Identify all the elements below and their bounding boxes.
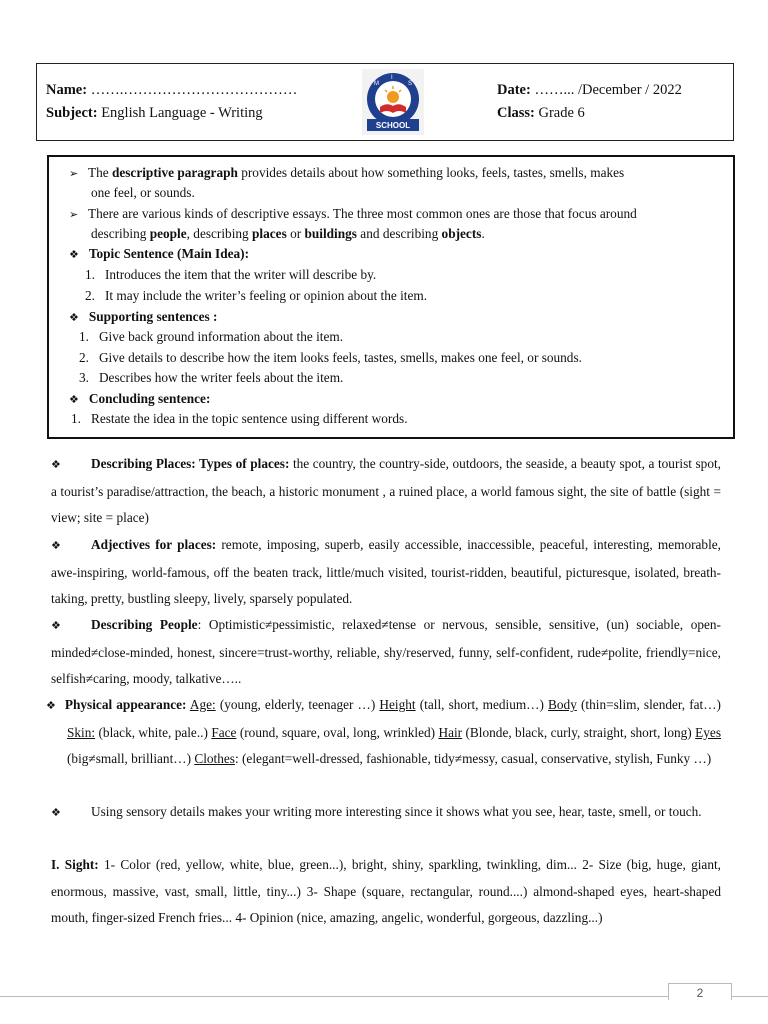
school-logo bbox=[362, 69, 424, 135]
diamond-bullet-icon: ❖ bbox=[51, 619, 61, 632]
page-number: 2 bbox=[668, 983, 732, 1000]
subject-label: Subject: bbox=[46, 105, 98, 121]
bullet-descriptive-1-cont: one feel, or sounds. bbox=[91, 185, 195, 200]
name-line bbox=[46, 82, 297, 99]
diamond-bullet-icon: ❖ bbox=[69, 311, 79, 324]
sight-paragraph bbox=[51, 852, 721, 932]
arrow-bullet-icon: ➢ bbox=[69, 167, 79, 180]
topic-item-2: 2. It may include the writer’s feeling or opinion about the item. bbox=[85, 288, 428, 303]
adjectives-heading: Adjectives for places: bbox=[91, 537, 217, 552]
support-heading: ❖ Supporting sentences : bbox=[69, 309, 218, 324]
logo-letter-i: I bbox=[391, 75, 393, 81]
definition-box bbox=[47, 155, 735, 439]
logo-text: SCHOOL bbox=[375, 121, 411, 130]
sensory-paragraph bbox=[51, 799, 721, 827]
physical-paragraph: ❖ Physical appearance: Age: (young, elderly, teenager …) Height (tall, short, medium…) Body (thin=slim, slender, fat…) Skin: (black, white, pale..) Face (round, square, oval, long, wrinkled) Hair (Blonde, black, curly, straight, short, long) Eyes (big≠small, brilliant…) Clothes: (elegant=well-dressed, fashionable, tidy≠messy, casual, conservative, stylish, Funky …) bbox=[46, 697, 721, 767]
sight-heading: I. Sight: bbox=[51, 857, 99, 872]
bullet-kinds-1: ➢ There are various kinds of descriptive essays. The three most common ones are those that focus around bbox=[69, 206, 637, 221]
people-text: : Optimistic≠pessimistic, relaxed≠tense or nervous, sensible, sensitive, (un) sociable, open-minded≠close-minded, honest, sincere=trust-worthy, reliable, shy/reserved, funny, self-confident, rude≠polite, friendly=nice, selfish≠caring, moody, talkative….. bbox=[51, 617, 721, 687]
class-line bbox=[497, 105, 585, 122]
diamond-bullet-icon: ❖ bbox=[69, 393, 79, 406]
subject-line bbox=[46, 105, 263, 122]
logo-letter-s: S bbox=[408, 81, 413, 87]
diamond-bullet-icon: ❖ bbox=[51, 539, 61, 552]
concl-heading: ❖ Concluding sentence: bbox=[69, 391, 211, 406]
subject-value: English Language - Writing bbox=[101, 105, 263, 121]
name-label: Name: bbox=[46, 82, 88, 98]
adjectives-paragraph bbox=[51, 532, 721, 613]
date-line bbox=[497, 82, 682, 99]
diamond-bullet-icon: ❖ bbox=[46, 699, 57, 712]
physical-heading: Physical appearance: bbox=[64, 697, 187, 712]
footer-divider bbox=[0, 996, 768, 997]
date-label: Date: bbox=[497, 82, 531, 98]
support-item-2: 2. Give details to describe how the item looks feels, tastes, smells, makes one feel, or sounds. bbox=[79, 350, 582, 365]
sight-text: 1- Color (red, yellow, white, blue, green...), bright, shiny, sparkling, twinkling, dim... 2- Size (big, huge, giant, enormous, massive, vast, small, little, tiny...) 3- Shape (square, rectangular, round....) almond-shaped eyes, heart-shaped mouth, finger-sized French fries... 4- Opinion (nice, amazing, angelic, wonderful, gorgeous, dazzling...) bbox=[51, 857, 721, 926]
adjectives-text: remote, imposing, superb, easily accessible, inaccessible, peaceful, interesting, memorable, awe-inspiring, world-famous, off the beaten track, little/much visited, tourist-ridden, beautiful, picturesque, isolated, breath-taking, pretty, bustling sleepy, lively, sparsely populated. bbox=[51, 537, 722, 607]
people-paragraph bbox=[51, 612, 721, 693]
header-box bbox=[36, 63, 734, 141]
topic-heading: ❖ Topic Sentence (Main Idea): bbox=[69, 246, 250, 261]
places-text: the country, the country-side, outdoors, the seaside, a beauty spot, a tourist spot, a tourist’s paradise/attraction, the beach, a historic monument , a ruined place, a world famous sight, the site of battle (sight = view; site = place) bbox=[51, 456, 721, 526]
diamond-bullet-icon: ❖ bbox=[69, 248, 79, 261]
places-heading: Describing Places: Types of places: bbox=[91, 456, 290, 471]
concl-item-1: 1. Restate the idea in the topic sentence using different words. bbox=[71, 411, 408, 426]
logo-letter-m: M bbox=[374, 81, 379, 87]
bullet-descriptive-1: ➢ The descriptive paragraph provides details about how something looks, feels, tastes, smells, makes bbox=[69, 165, 625, 180]
arrow-bullet-icon: ➢ bbox=[69, 208, 79, 221]
date-value: ……... /December / 2022 bbox=[534, 82, 682, 98]
sensory-text: Using sensory details makes your writing more interesting since it shows what you see, hear, taste, smell, or touch. bbox=[91, 804, 702, 819]
topic-item-1: 1. Introduces the item that the writer will describe by. bbox=[85, 267, 377, 282]
name-value: …….……………………………… bbox=[90, 82, 298, 98]
support-item-1: 1. Give back ground information about the item. bbox=[79, 329, 344, 344]
bullet-kinds-1-cont: describing people, describing places or buildings and describing objects. bbox=[91, 226, 485, 241]
diamond-bullet-icon: ❖ bbox=[51, 458, 61, 471]
people-heading: Describing People bbox=[91, 617, 198, 632]
places-paragraph bbox=[51, 451, 721, 532]
support-item-3: 3. Describes how the writer feels about the item. bbox=[79, 370, 344, 385]
class-value: Grade 6 bbox=[538, 105, 585, 121]
class-label: Class: bbox=[497, 105, 535, 121]
diamond-bullet-icon: ❖ bbox=[51, 806, 61, 819]
